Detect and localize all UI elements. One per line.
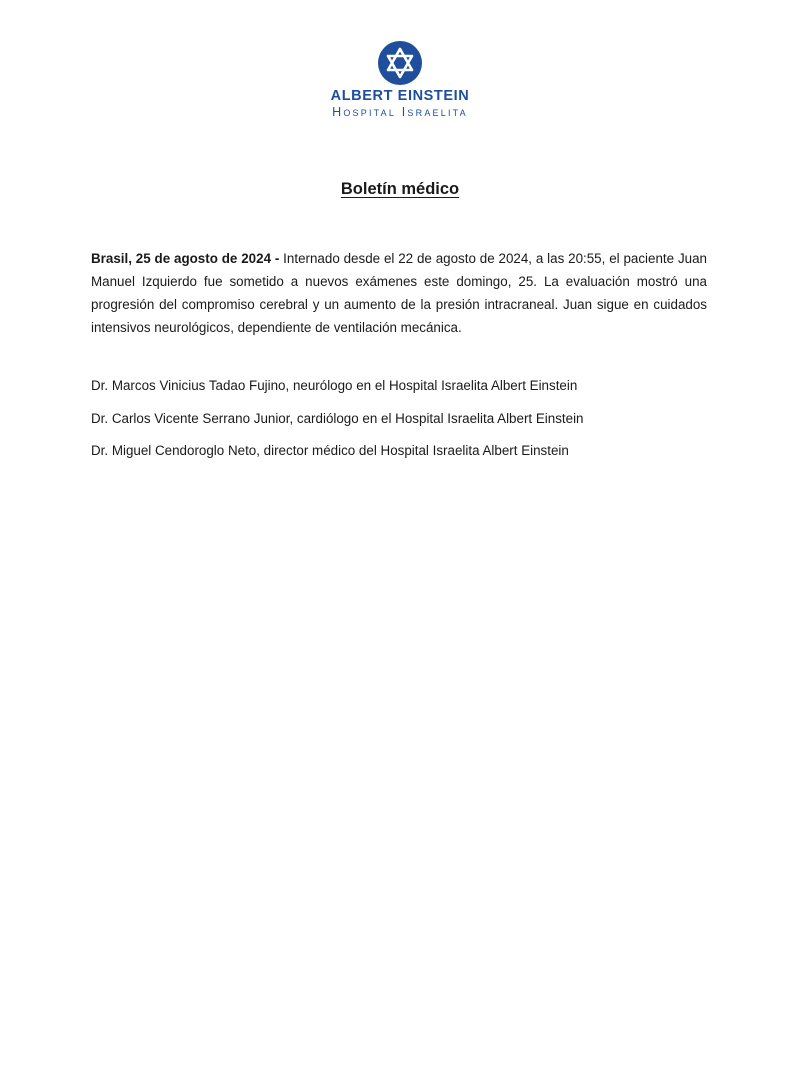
signature-line: Dr. Marcos Vinicius Tadao Fujino, neurólogo en el Hospital Israelita Albert Einstein <box>91 378 578 393</box>
logo-subtitle: Hospital Israelita <box>332 105 468 119</box>
logo-name: ALBERT EINSTEIN <box>330 88 470 104</box>
bulletin-lead: Brasil, 25 de agosto de 2024 - <box>91 251 280 266</box>
hospital-logo <box>300 40 500 119</box>
document-title: Boletín médico <box>340 180 460 198</box>
bulletin-body <box>91 247 707 339</box>
signature-line: Dr. Carlos Vicente Serrano Junior, cardiólogo en el Hospital Israelita Albert Einstein <box>91 411 584 426</box>
bulletin-text: Internado desde el 22 de agosto de 2024, a las 20:55, el paciente Juan Manuel Izquierdo fue sometido a nuevos exámenes este domingo, 25. La evaluación mostró una progresión del compromiso cerebral y un aumento de la presión intracraneal. Juan sigue en cuidados intensivos neurológicos, dependiente de ventilación mecánica. <box>91 251 707 335</box>
star-of-david-icon <box>377 40 423 86</box>
signature-line: Dr. Miguel Cendoroglo Neto, director médico del Hospital Israelita Albert Einstein <box>91 443 569 458</box>
